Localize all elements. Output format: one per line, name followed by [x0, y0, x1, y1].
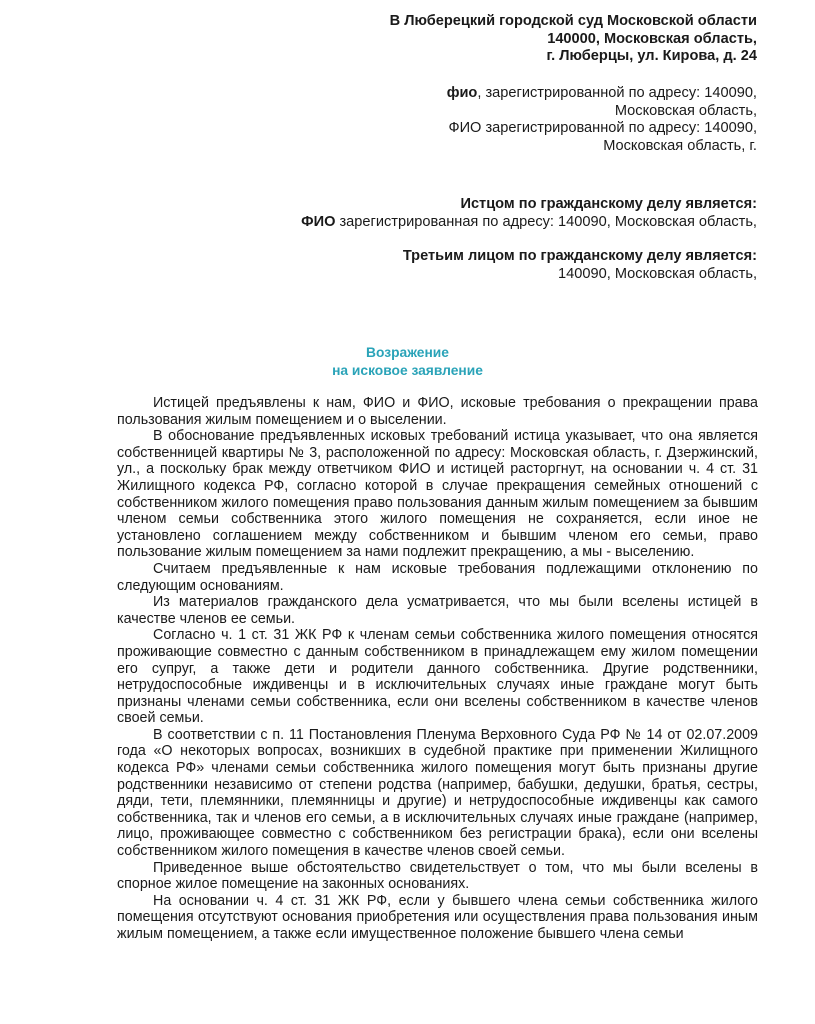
paragraph: Приведенное выше обстоятельство свидетельствует о том, что мы были вселены в спорное жилое помещение на законных основаниях. — [117, 859, 758, 893]
plaintiff-line — [301, 214, 757, 232]
document-title — [0, 344, 815, 379]
plaintiff-block — [301, 196, 757, 231]
court-street: г. Люберцы, ул. Кирова, д. 24 — [546, 48, 757, 64]
paragraph: В соответствии с п. 11 Постановления Пленума Верховного Суда РФ № 14 от 02.07.2009 года «О некоторых вопросах, возникших в судебной практике при применении Жилищного кодекса РФ» членами семьи собственника жилого помещения могут быть признаны другие родственники независимо от степени родства (например, бабушки, дедушки, братья, сестры, дяди, тети, племянники, племянницы и другие) и нетрудоспособные иждивенцы как самого собственника, так и членов его семьи, а в исключительных случаях иные граждане (например, лицо, проживающее совместно с собственником без регистрации брака), если они вселены собственником жилого помещения в качестве членов своей семьи. — [117, 726, 758, 860]
court-region: 140000, Московская область, — [547, 30, 757, 47]
paragraph: На основании ч. 4 ст. 31 ЖК РФ, если у бывшего члена семьи собственника жилого помещения отсутствуют основания приобретения или осуществления права пользования иным жилым помещением, а также если имущественное положение бывшего члена семьи — [117, 892, 758, 942]
respondents-block — [447, 85, 757, 155]
plaintiff-heading: Истцом по гражданскому делу является: — [460, 196, 757, 212]
respondent-1-label: фио — [446, 85, 478, 101]
paragraph: В обоснование предъявленных исковых требований истица указывает, что она является собственницей квартиры № 3, расположенной по адресу: Московская область, г. Дзержинский, ул., а поскольку брак между ответчиком ФИО и истицей расторгнут, на основании ч. 4 ст. 31 Жилищного кодекса РФ, согласно которой в случае прекращения семейных отношений с собственником жилого помещения право пользования данным жилым помещением за бывшим членом семьи собственника этого жилого помещения не сохраняется, если иное не установлено соглашением между собственником и бывшим членом его семьи, право пользование жилым помещением за нами подлежит прекращению, а мы - выселению. — [117, 428, 758, 561]
respondent-2-line-1: ФИО зарегистрированной по адресу: 140090, — [448, 120, 757, 136]
plaintiff-address: зарегистрированная по адресу: 140090, Московская область, — [335, 213, 757, 230]
respondent-2-line-2: Московская область, г. — [603, 137, 757, 154]
paragraph: Из материалов гражданского дела усматривается, что мы были вселены истицей в качестве членов ее семьи. — [117, 594, 758, 627]
respondent-1-line-1 — [447, 85, 757, 103]
paragraph: Истицей предъявлены к нам, ФИО и ФИО, исковые требования о прекращении права пользования жилым помещением и о выселении. — [117, 395, 758, 428]
paragraph: Согласно ч. 1 ст. 31 ЖК РФ к членам семьи собственника жилого помещения относятся проживающие совместно с данным собственником в принадлежащем ему жилом помещении его супруг, а также дети и родители данного собственника. Другие родственники, нетрудоспособные иждивенцы и в исключительных случаях иные граждане могут быть признаны членами семьи собственника, если они вселены собственником в качестве членов своей семьи. — [117, 627, 758, 727]
third-party-block — [403, 248, 757, 283]
respondent-1-address: , зарегистрированной по адресу: 140090, — [477, 85, 757, 101]
third-party-heading: Третьим лицом по гражданскому делу является: — [402, 248, 757, 264]
title-line-1: Возражение — [366, 345, 449, 360]
document-body — [117, 395, 758, 943]
court-name: В Люберецкий городской суд Московской области — [389, 13, 757, 29]
third-party-address: 140090, Московская область, — [558, 265, 757, 282]
paragraph: Считаем предъявленные к нам исковые требования подлежащими отклонению по следующим основаниям. — [117, 560, 758, 594]
court-address-block — [390, 13, 757, 66]
plaintiff-label: ФИО — [301, 213, 336, 230]
respondent-1-line-2: Московская область, — [614, 102, 757, 119]
title-line-2: на исковое заявление — [332, 362, 483, 378]
